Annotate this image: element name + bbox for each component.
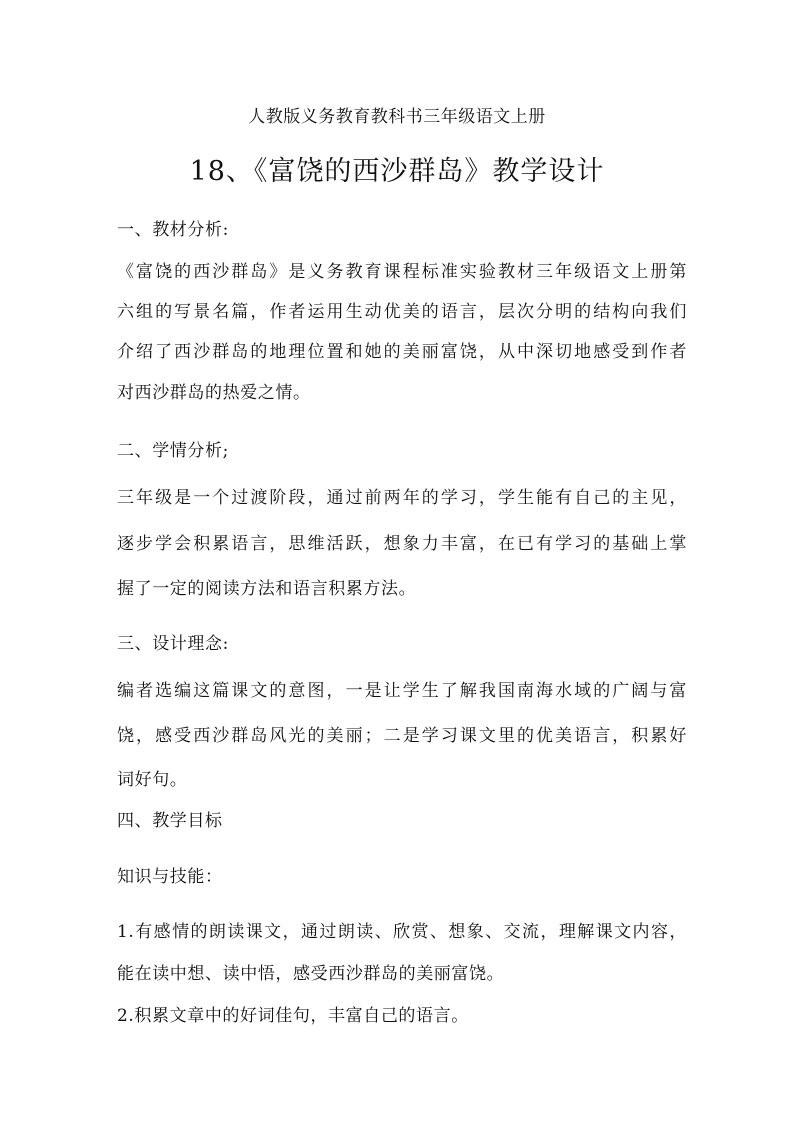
heading-teaching-goals: 四、教学目标 bbox=[117, 811, 223, 831]
paragraph-line: 介绍了西沙群岛的地理位置和她的美丽富饶，从中深切地感受到作者 bbox=[117, 342, 687, 362]
goal-item-2: 2.积累文章中的好词佳句，丰富自己的语言。 bbox=[117, 1006, 469, 1026]
paragraph-line: 编者选编这篇课文的意图，一是让学生了解我国南海水域的广阔与富 bbox=[117, 681, 687, 701]
paragraph-line: 逐步学会积累语言，思维活跃，想象力丰富，在已有学习的基础上掌 bbox=[117, 534, 687, 554]
paragraph-line: 《富饶的西沙群岛》是义务教育课程标准实验教材三年级语文上册第 bbox=[117, 262, 687, 282]
paragraph-line: 六组的写景名篇，作者运用生动优美的语言，层次分明的结构向我们 bbox=[117, 302, 687, 322]
heading-design-concept: 三、设计理念: bbox=[117, 634, 229, 654]
paragraph-line: 对西沙群岛的热爱之情。 bbox=[117, 383, 311, 403]
goal-item-1-continued: 能在读中想、读中悟，感受西沙群岛的美丽富饶。 bbox=[117, 964, 505, 984]
document-subtitle: 人教版义务教育教科书三年级语文上册 bbox=[248, 107, 546, 127]
goal-item-1: 1.有感情的朗读课文，通过朗读、欣赏、想象、交流，理解课文内容， bbox=[117, 922, 687, 942]
paragraph-line: 词好句。 bbox=[117, 770, 188, 790]
heading-student-analysis: 二、学情分析; bbox=[117, 441, 229, 461]
subheading-knowledge-skills: 知识与技能： bbox=[117, 867, 223, 887]
heading-textbook-analysis: 一、教材分析: bbox=[117, 220, 229, 240]
paragraph-line: 三年级是一个过渡阶段，通过前两年的学习，学生能有自己的主见， bbox=[117, 488, 687, 508]
paragraph-line: 握了一定的阅读方法和语言积累方法。 bbox=[117, 579, 417, 599]
paragraph-line: 饶，感受西沙群岛风光的美丽；二是学习课文里的优美语言，积累好 bbox=[117, 726, 687, 746]
document-title: 18、《富饶的西沙群岛》教学设计 bbox=[189, 156, 605, 187]
